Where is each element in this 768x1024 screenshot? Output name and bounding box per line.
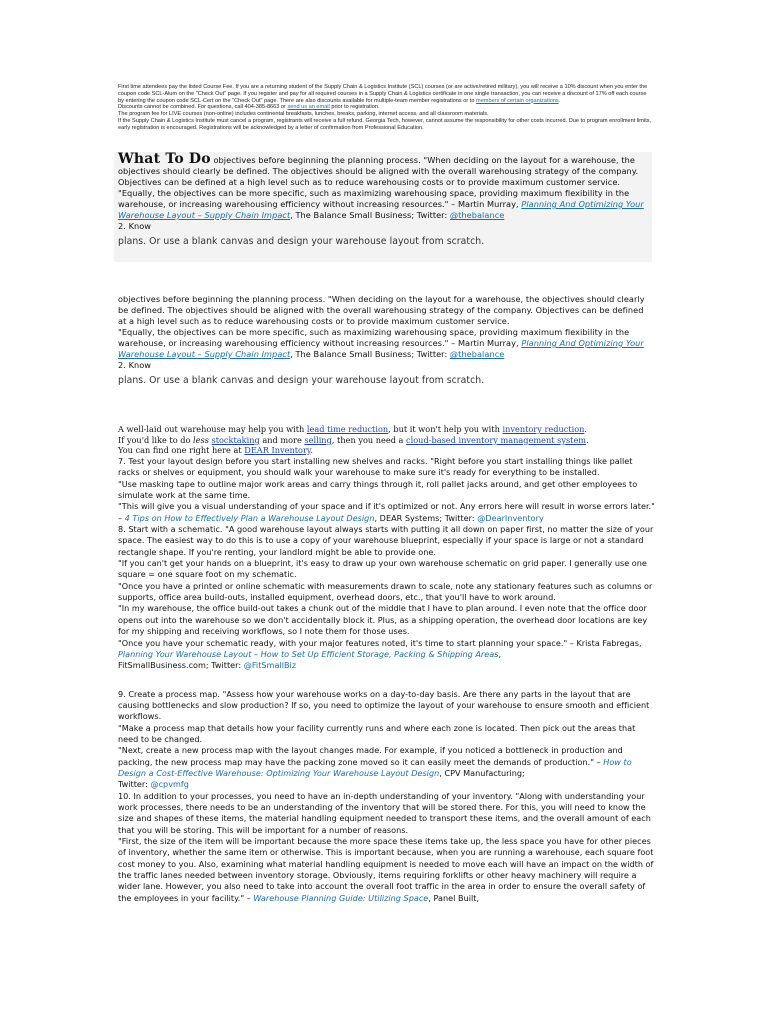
- step-7-quote: [118, 501, 656, 524]
- fine-print-section: [118, 84, 652, 132]
- know-label-2: 2. Know: [118, 360, 152, 370]
- main-content: [118, 456, 656, 904]
- discounts-text: Discounts cannot be combined. For questions, call 404-385-8663 or: [118, 104, 286, 111]
- step-8-quote-text: "Once you have your schematic ready, with your major features noted, it's time to start planning your space." – Krista Fabregas,: [118, 637, 642, 648]
- panelbuilt-article-link[interactable]: Warehouse Planning Guide: Utilizing Space: [253, 892, 429, 903]
- cpvmfg-twitter-link[interactable]: @cpvmfg: [150, 779, 189, 790]
- step-9-twitter: [118, 779, 656, 790]
- twitter-label: Twitter:: [118, 779, 151, 790]
- intro-text: , then you need a: [331, 434, 407, 445]
- step-9-quote: [118, 745, 656, 779]
- step-8-office: "In my warehouse, the office build-out takes a chunk out of the middle that I have to plan around. I even note that the office door opens out into the warehouse so we don't accidentally block it. Plus, as a shipping operation, the overhead door locations are key for my shipping and receiving workflows, so I note them for those uses.: [118, 603, 648, 637]
- selling-link[interactable]: selling: [304, 434, 332, 445]
- step-9-heading: 9. Create a process map. "Assess how your warehouse works on a day-to-day basis. Are there any parts in the layout that are causing bottlenecks and slow production? If so, you need to optimize the layout of your warehouse to ensure smooth and efficient workflows.: [118, 688, 650, 722]
- intro-line-3: [118, 445, 658, 456]
- step-8-comma: ,: [498, 648, 502, 659]
- cpv-source: , CPV Manufacturing;: [439, 767, 525, 778]
- panelbuilt-source: , Panel Built,: [428, 892, 480, 903]
- step-9-process-map: "Make a process map that details how your facility currently runs and where each zone is located. Then pick out the areas that need to be changed.: [118, 722, 636, 744]
- fine-print-fees: [118, 84, 652, 104]
- step-8-blueprint: "If you can't get your hands on a blueprint, it's easy to draw up your own warehouse schematic on grid paper. I generally use one square = one square foot on my schematic.: [118, 558, 647, 580]
- murray-source: , The Balance Small Business; Twitter:: [290, 210, 450, 220]
- fitsmallbusiness-source: FitSmallBusiness.com; Twitter:: [118, 660, 244, 671]
- step-10-quote-text: "First, the size of the item will be important because the more space these items take up, the less space you have for other pieces of inventory, whether the same item or otherwise. This is important because, when you are running a warehouse, each square foot cost money to you. Also, examining what material handling equipment is needed to move each will have an impact on the width of the traffic lanes needed between inventory storage. Obviously, items requiring forklifts or other heavy machinery will require a wider lane. However, you also need to take into account the overall foot traffic in the area in order to ensure the overall safety of the employees in your facility." –: [118, 836, 654, 903]
- dear-inventory-link[interactable]: DEAR Inventory: [244, 445, 311, 455]
- intro-text: A well-laid out warehouse may help you with: [118, 424, 307, 434]
- step-10-heading: 10. In addition to your processes, you need to have an in-depth understanding of your inventory. "Along with understanding your work processes, there needs to be an understanding of the inventory that will be stored there. For this, you will need to know the size and shapes of these items, the material handling equipment needed to transport these items, and the overall amount of each that you will be storing. This will be important for a number of reasons.: [118, 790, 651, 835]
- inventory-reduction-link[interactable]: inventory reduction: [502, 424, 585, 434]
- dear-tips-article-link[interactable]: 4 Tips on How to Effectively Plan a Warehouse Layout Design: [124, 512, 375, 523]
- intro-line-1: [118, 424, 658, 435]
- murray-article-link[interactable]: Planning And Optimizing Your Warehouse Layout – Supply Chain Impact: [118, 199, 644, 220]
- thebalance-twitter-link-2[interactable]: @thebalance: [449, 349, 505, 359]
- stocktaking-link[interactable]: stocktaking: [211, 434, 260, 445]
- murray-quote-text-2: "Equally, the objectives can be more specific, such as maximizing warehousing space, providing maximum flexibility in the warehouse, or increasing warehousing efficiency without increasing resources." – Martin Murray,: [118, 327, 630, 348]
- intro-line-2: [118, 435, 658, 446]
- intro-text: If you'd like to do: [118, 434, 194, 445]
- murray-source-2: , The Balance Small Business; Twitter:: [290, 349, 450, 359]
- email-link[interactable]: send us an email: [287, 104, 330, 111]
- step-8-quote: [118, 638, 656, 661]
- intro-text: .: [310, 445, 314, 455]
- intro-text: , but it won't help you with: [388, 424, 503, 434]
- what-to-do-heading: What To Do: [118, 151, 211, 167]
- murray-quote: [118, 188, 652, 221]
- what-to-do-paragraph: [118, 151, 652, 188]
- murray-quote-text: "Equally, the objectives can be more specific, such as maximizing warehousing space, providing maximum flexibility in the warehouse, or increasing warehousing efficiency without increasing resources." – Martin Murray,: [118, 188, 630, 209]
- section-gap: [118, 672, 656, 689]
- objectives-text: objectives before beginning the planning process. "When deciding on the layout for a warehouse, the objectives should clearly be defined. The objectives should be aligned with the overall warehousing strategy of the company. Objectives can be defined at a high level such as to reduce warehousing costs or to provide maximum customer service.: [118, 155, 639, 187]
- objectives-paragraph: objectives before beginning the planning process. "When deciding on the layout for a warehouse, the objectives should clearly be defined. The objectives should be aligned with the overall warehousing strategy of the company. Objectives can be defined at a high level such as to reduce warehousing costs or to provide maximum customer service.: [118, 294, 645, 326]
- fitsmallbiz-twitter-link[interactable]: @FitSmallBiz: [243, 660, 297, 671]
- fees-end: .: [558, 97, 561, 104]
- intro-text: .: [586, 434, 589, 445]
- step-10-quote: [118, 836, 656, 904]
- murray-article-link-2[interactable]: Planning And Optimizing Your Warehouse Layout – Supply Chain Impact: [118, 338, 644, 359]
- fine-print-program-fee: The program fee for LIVE courses (non-online) includes continental breakfasts, lunches, breaks, parking, internet access, and all classroom materials.: [118, 111, 489, 118]
- less-emphasis: less: [193, 434, 209, 445]
- step-8-source: [118, 660, 656, 671]
- organizations-link[interactable]: members of certain organizations: [476, 97, 559, 104]
- inventory-system-link[interactable]: cloud-based inventory management system: [406, 434, 587, 445]
- lead-time-reduction-link[interactable]: lead time reduction: [306, 424, 389, 434]
- what-to-do-block: [114, 152, 652, 262]
- fitsmallbusiness-article-link[interactable]: Planning Your Warehouse Layout – How to Set Up Efficient Storage, Packing & Shipping Areas: [118, 648, 499, 659]
- intro-text: .: [584, 424, 588, 434]
- plans-text-2: plans. Or use a blank canvas and design your warehouse layout from scratch.: [118, 375, 485, 386]
- know-label: 2. Know: [118, 221, 152, 231]
- step-7-masking-tape: "Use masking tape to outline major work areas and carry things through it, roll pallet jacks around, and get other employees to simulate work at the same time.: [118, 478, 638, 501]
- step-9-quote-text: "Next, create a new process map with the layout changes made. For example, if you noticed a bottleneck in production and packing, the new process map may have the packing zone moved so it can easily meet the demands of production." –: [118, 745, 623, 767]
- step-8-schematic: "Once you have a printed or online schematic with measurements drawn to scale, note any stationary features such as columns or supports, office area build-outs, installed equipment, overhead doors, etc., that you'll have to work around.: [118, 580, 653, 603]
- step-7-heading: 7. Test your layout design before you start installing new shelves and racks. "Right before you start installing things like pallet racks or shelves or equipment, you should walk your warehouse to make sure it's ready for everything to be installed.: [118, 456, 633, 478]
- murray-quote-2: [118, 327, 652, 360]
- dear-source: , DEAR Systems; Twitter:: [374, 512, 478, 523]
- discounts-end: prior to registration.: [331, 104, 380, 111]
- objectives-block: [114, 286, 652, 386]
- plans-text: plans. Or use a blank canvas and design your warehouse layout from scratch.: [118, 236, 485, 247]
- fine-print-cancellation: If the Supply Chain & Logistics Institute must cancel a program, registrants will receive a full refund. Georgia Tech, however, cannot assume the responsibility for other costs incurred. Due to program enrollment limits, early registration is encouraged. Registrations will be acknowledged by a letter of confirmation from Professional Education.: [118, 117, 652, 131]
- step-8-heading: 8. Start with a schematic. "A good warehouse layout always starts with putting it all down on paper first, no matter the size of your space. The easiest way to do this is to use a copy of your warehouse blueprint, especially if your space is large or not a standard rectangle shape. If you're renting, your landlord might be able to provide one.: [118, 524, 654, 557]
- thebalance-twitter-link[interactable]: @thebalance: [449, 210, 505, 220]
- intro-section: [118, 424, 658, 456]
- fees-text: First time attendees pay the listed Course Fee. If you are a returning student of the Supply Chain & Logistics Institute (SCL) courses (or are active/retired military), you will receive a 10% discount when you enter the coupon code SCL-Alum on the "Check Out" page. If you register and pay for all required courses in a Supply Chain & Logistics certificate in one single transaction, you can receive a discount of 17% off each course by entering the coupon code SCL-Cert on the "Check Out" page. There are also discounts available for multiple-team member registrations or to: [118, 84, 648, 104]
- step-7-quote-text: "This will give you a visual understanding of your space and if it's optimized or not. Any errors here will result in worse errors later." –: [118, 501, 655, 523]
- fine-print-discounts: [118, 104, 652, 111]
- intro-text: and more: [259, 434, 305, 445]
- intro-text: You can find one right here at: [118, 445, 245, 455]
- cpv-article-link[interactable]: How to Design a Cost-Effective Warehouse: Optimizing Your Warehouse Layout Design: [118, 756, 632, 778]
- dearinventory-twitter-link[interactable]: @DearInventory: [477, 512, 544, 523]
